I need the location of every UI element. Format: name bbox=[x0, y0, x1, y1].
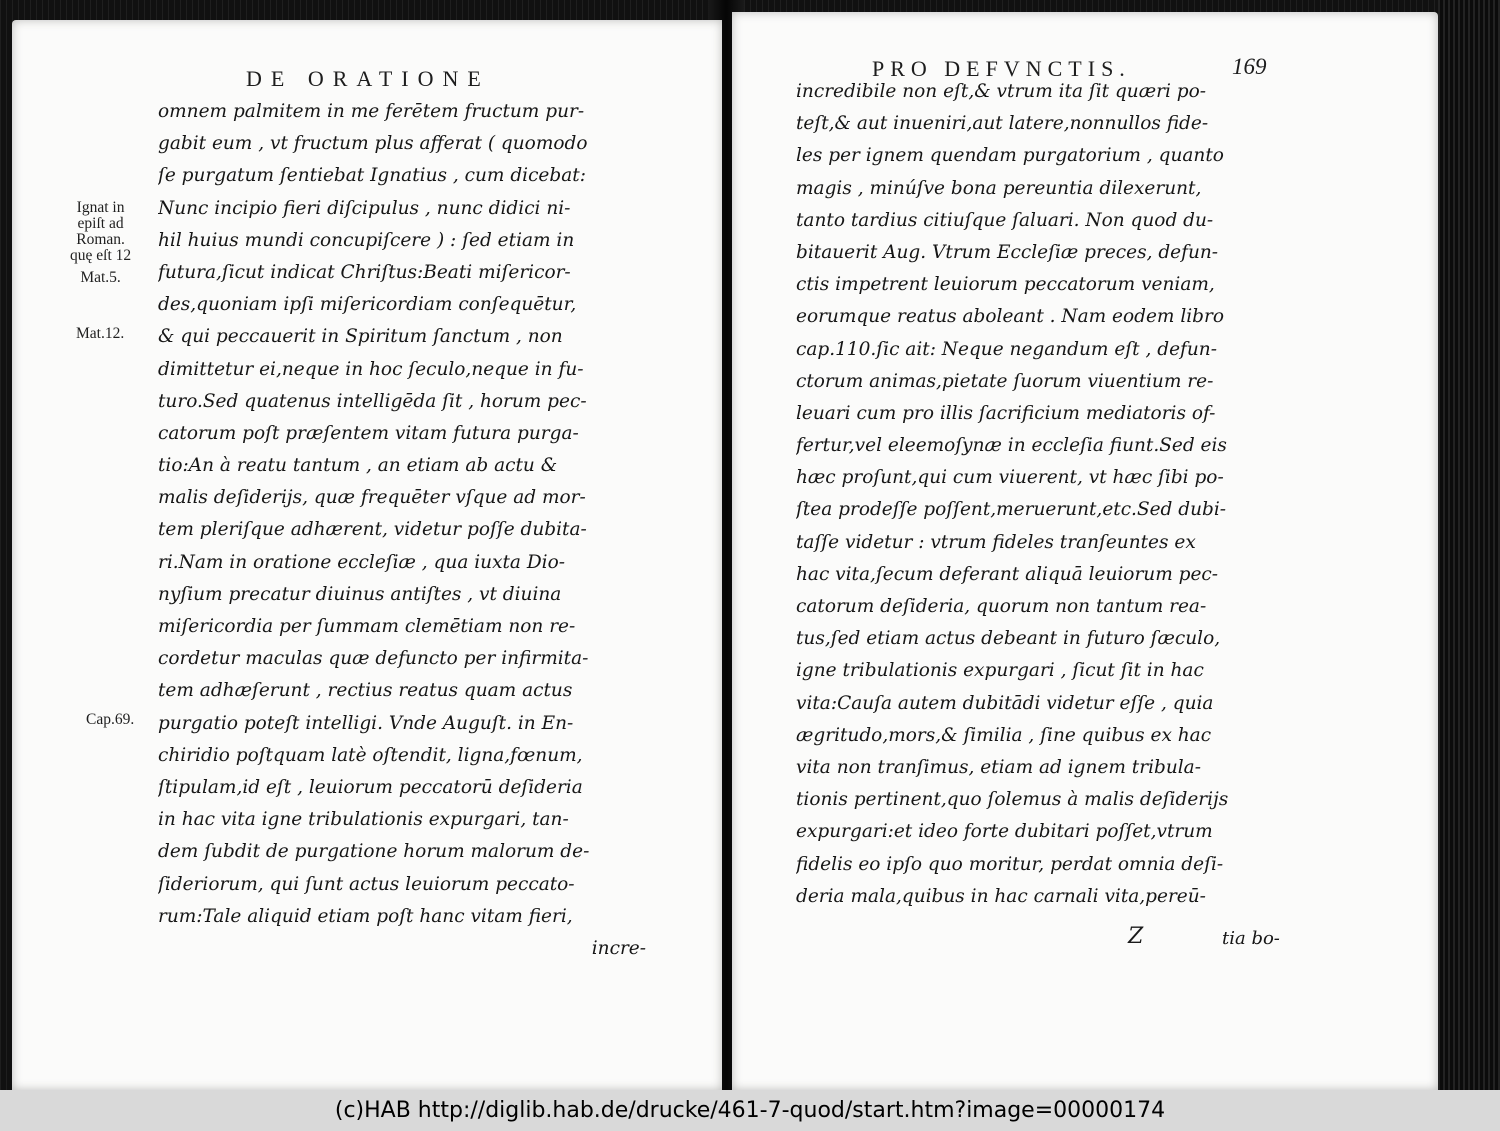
right-text-block bbox=[796, 76, 1286, 913]
text-line: turo.Sed quatenus intelligēda ſit , horum pec- bbox=[158, 390, 587, 412]
text-line: catorum poſt præſentem vitam futura purga- bbox=[158, 422, 579, 444]
text-line: hac vita,ſecum deferant aliquā leuiorum pec- bbox=[796, 563, 1219, 585]
text-line: miſericordia per ſummam clemētiam non re- bbox=[158, 616, 576, 637]
text-line: ſtea prodeſſe poſſent,meruerunt,etc.Sed dubi- bbox=[796, 499, 1227, 521]
marginal-note-mat12: Mat.12. bbox=[76, 325, 125, 342]
text-line: dimittetur ei,neque in hoc ſeculo,neque in fu- bbox=[158, 358, 584, 380]
text-line: hæc proſunt,qui cum viuerent, vt hæc ſibi po- bbox=[796, 467, 1224, 489]
text-line: igne tribulationis expurgari , ſicut ſit in hac bbox=[796, 660, 1204, 682]
text-line: taſſe videtur : vtrum fideles tranſeuntes ex bbox=[796, 531, 1196, 553]
text-line: vita:Cauſa autem dubitādi videtur eſſe , quia bbox=[796, 692, 1214, 714]
right-running-head: PRO DEFVNCTIS. bbox=[872, 56, 1131, 81]
text-line: tio:An à reatu tantum , an etiam ab actu & bbox=[158, 455, 558, 477]
catchword: tia bo- bbox=[1222, 928, 1280, 949]
text-line: cap.110.ſic ait: Neque negandum eſt , defun- bbox=[796, 338, 1217, 360]
marginal-line: epiſt ad bbox=[77, 215, 124, 232]
text-line: ri.Nam in oratione eccleſiæ , qua iuxta Dio- bbox=[158, 551, 565, 573]
marginal-note-ignatius bbox=[70, 200, 131, 286]
text-line: tus,ſed etiam actus debeant in futuro ſæculo, bbox=[796, 628, 1221, 650]
text-line: ctis impetrent leuiorum peccatorum veniam, bbox=[796, 274, 1215, 296]
text-line: rum:Tale aliquid etiam poſt hanc vitam fieri, bbox=[158, 905, 573, 927]
text-line: & qui peccauerit in Spiritum ſanctum , non bbox=[158, 326, 563, 348]
text-line: Nunc incipio fieri diſcipulus , nunc didici ni- bbox=[158, 197, 571, 219]
text-line: expurgari:et ideo forte dubitari poſſet,vtrum bbox=[796, 821, 1213, 843]
text-line: bitauerit Aug. Vtrum Eccleſiæ preces, defun- bbox=[796, 241, 1219, 263]
text-line: gabit eum , vt fructum plus afferat ( quomodo bbox=[158, 133, 588, 155]
text-line: catorum deſideria, quorum non tantum rea- bbox=[796, 596, 1207, 617]
marginal-line: quę eſt 12 bbox=[70, 247, 132, 264]
catchword: incre- bbox=[591, 937, 646, 959]
text-line: dem ſubdit de purgatione horum malorum de- bbox=[158, 841, 590, 863]
text-line: teſt,& aut inueniri,aut latere,nonnullos fide- bbox=[796, 113, 1209, 135]
text-line: incredibile non eſt,& vtrum ita ſit quæri po- bbox=[796, 81, 1206, 102]
text-line: malis deſiderijs, quæ frequēter vſque ad mor- bbox=[158, 487, 586, 509]
page-edges bbox=[1438, 0, 1500, 1090]
text-line: omnem palmitem in me ferētem fructum pur- bbox=[158, 101, 585, 122]
text-line: ægritudo,mors,& ſimilia , ſine quibus ex hac bbox=[796, 724, 1212, 746]
text-line: nyſium precatur diuinus antiſtes , vt diuina bbox=[158, 583, 562, 605]
text-line: vita non tranſimus, etiam ad ignem tribula- bbox=[796, 756, 1201, 778]
marginal-line: Ignat in bbox=[76, 199, 125, 216]
left-text-block bbox=[158, 96, 646, 965]
text-line: hil huius mundi concupiſcere ) : ſed etiam in bbox=[158, 229, 575, 251]
text-line: magis , minúſve bona pereuntia dilexerunt, bbox=[796, 177, 1202, 199]
text-line: ſtipulam,id eſt , leuiorum peccatorū deſideria bbox=[158, 776, 583, 798]
text-line: ctorum animas,pietate ſuorum viuentium re- bbox=[796, 370, 1214, 392]
text-line: in hac vita igne tribulationis expurgari, tan- bbox=[158, 809, 569, 831]
text-line: leuari cum pro illis ſacrificium mediatoris of- bbox=[796, 402, 1216, 424]
marginal-line: Mat.5. bbox=[80, 269, 121, 286]
text-line: ſideriorum, qui ſunt actus leuiorum peccato- bbox=[158, 873, 575, 895]
text-line: cordetur maculas quæ defuncto per infirmita- bbox=[158, 648, 589, 670]
text-line: tanto tardius citiuſque ſaluari. Non quod du- bbox=[796, 209, 1214, 231]
text-line: deria mala,quibus in hac carnali vita,pereū- bbox=[796, 885, 1206, 907]
text-line: tem pleriſque adhærent, videtur poſſe dubita- bbox=[158, 519, 587, 541]
text-line: chiridio poſtquam latè oſtendit, ligna,fœnum, bbox=[158, 744, 583, 766]
text-line: fidelis eo ipſo quo moritur, perdat omnia deſi- bbox=[796, 853, 1224, 875]
marginal-note-cap69: Cap.69. bbox=[86, 711, 135, 728]
page-number: 169 bbox=[1232, 54, 1267, 79]
text-line: ſe purgatum ſentiebat Ignatius , cum dicebat: bbox=[158, 165, 586, 187]
text-line: eorumque reatus aboleant . Nam eodem libro bbox=[796, 306, 1225, 328]
text-line: futura,ſicut indicat Chriſtus:Beati miſericor- bbox=[158, 261, 571, 283]
marginal-line: Roman. bbox=[76, 231, 125, 248]
text-line: des,quoniam ipſi miſericordiam conſequētur, bbox=[158, 294, 577, 316]
text-line: purgatio poteſt intelligi. Vnde Auguſt. in En- bbox=[158, 712, 574, 734]
left-running-head: DE ORATIONE bbox=[246, 66, 490, 91]
signature-mark: Z bbox=[1128, 924, 1144, 949]
copyright-footer: (c)HAB http://diglib.hab.de/drucke/461-7-quod/start.htm?image=00000174 bbox=[0, 1090, 1500, 1131]
text-line: tionis pertinent,quo ſolemus à malis deſiderijs bbox=[796, 789, 1229, 811]
text-line: tem adhæſerunt , rectius reatus quam actus bbox=[158, 680, 573, 702]
text-line: fertur,vel eleemoſynæ in eccleſia fiunt.Sed eis bbox=[796, 435, 1227, 457]
text-line: les per ignem quendam purgatorium , quanto bbox=[796, 145, 1224, 167]
